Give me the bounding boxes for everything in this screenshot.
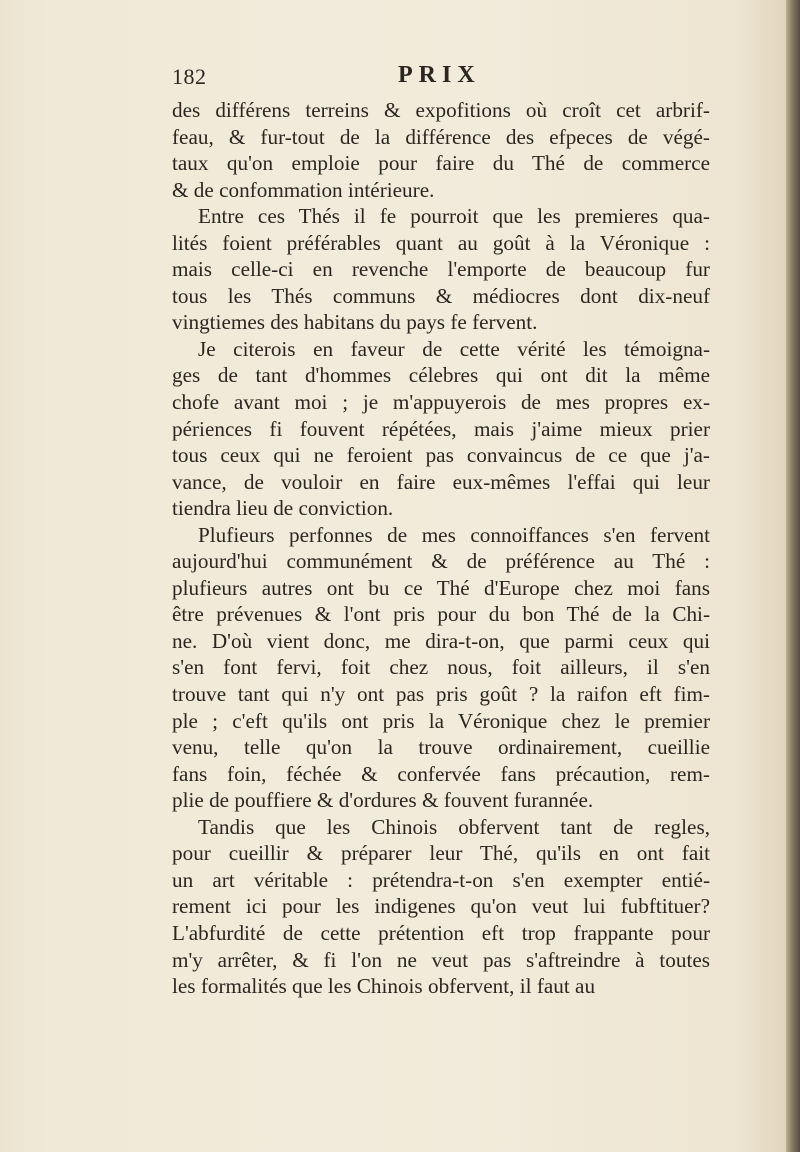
text-line: trouve tant qui n'y ont pas pris goût ? la raifon eft fim- <box>172 682 710 707</box>
body-text <box>172 97 710 1000</box>
text-line: aujourd'hui communément & de préférence au Thé : <box>172 549 710 574</box>
text-line: chofe avant moi ; je m'appuyerois de mes propres ex- <box>172 390 710 415</box>
text-line: les formalités que les Chinois obfervent, il faut au <box>172 974 596 999</box>
text-line: plie de pouffiere & d'ordures & fouvent furannée. <box>172 788 594 813</box>
page-number: 182 <box>172 64 207 89</box>
paragraph-start: Entre ces Thés il fe pourroit que les premieres qua- <box>198 204 710 229</box>
paragraph-start: Plufieurs perfonnes de mes connoiffances s'en fervent <box>198 522 710 547</box>
text-line: vance, de vouloir en faire eux-mêmes l'effai qui leur <box>172 469 710 494</box>
text-line: tiendra lieu de conviction. <box>172 496 394 521</box>
text-line: feau, & fur-tout de la différence des efpeces de végé- <box>172 124 710 149</box>
running-title: PRIX <box>398 62 481 88</box>
text-line: des différens terreins & expofitions où croît cet arbrif- <box>172 98 710 122</box>
paragraph-start: Je citerois en faveur de cette vérité les témoigna- <box>198 336 710 361</box>
text-line: un art véritable : prétendra-t-on s'en exempter entié- <box>172 867 710 892</box>
text-line: être prévenues & l'ont pris pour du bon Thé de la Chi- <box>172 602 710 627</box>
text-line: périences fi fouvent répétées, mais j'aime mieux prier <box>172 416 710 441</box>
text-line: ges de tant d'hommes célebres qui ont dit la même <box>172 363 710 388</box>
text-line: mais celle-ci en revenche l'emporte de beaucoup fur <box>172 257 710 282</box>
text-line: pour cueillir & préparer leur Thé, qu'ils en ont fait <box>172 841 710 866</box>
text-line: s'en font fervi, foit chez nous, foit ailleurs, il s'en <box>172 655 710 680</box>
page-header <box>172 64 712 92</box>
text-line: m'y arrêter, & fi l'on ne veut pas s'aftreindre à toutes <box>172 947 710 972</box>
paragraph-start: Tandis que les Chinois obfervent tant de regles, <box>198 814 710 839</box>
text-line: vingtiemes des habitans du pays fe fervent. <box>172 310 538 335</box>
text-line: taux qu'on emploie pour faire du Thé de commerce <box>172 151 710 176</box>
text-line: plufieurs autres ont bu ce Thé d'Europe chez moi fans <box>172 575 710 600</box>
page-edge-shadow <box>786 0 800 1152</box>
text-line: ne. D'où vient donc, me dira-t-on, que parmi ceux qui <box>172 628 710 653</box>
text-line: rement ici pour les indigenes qu'on veut lui fubftituer? <box>172 894 710 919</box>
text-line: fans foin, féchée & confervée fans précaution, rem- <box>172 761 710 786</box>
text-line: tous ceux qui ne feroient pas convaincus de ce que j'a- <box>172 443 710 468</box>
text-line: venu, telle qu'on la trouve ordinairement, cueillie <box>172 735 710 760</box>
text-line: tous les Thés communs & médiocres dont dix-neuf <box>172 283 710 308</box>
text-line: L'abfurdité de cette prétention eft trop frappante pour <box>172 920 710 945</box>
text-line: & de confommation intérieure. <box>172 177 435 202</box>
text-line: ple ; c'eft qu'ils ont pris la Véronique chez le premier <box>172 708 710 733</box>
text-line: lités foient préférables quant au goût à la Véronique : <box>172 230 710 255</box>
